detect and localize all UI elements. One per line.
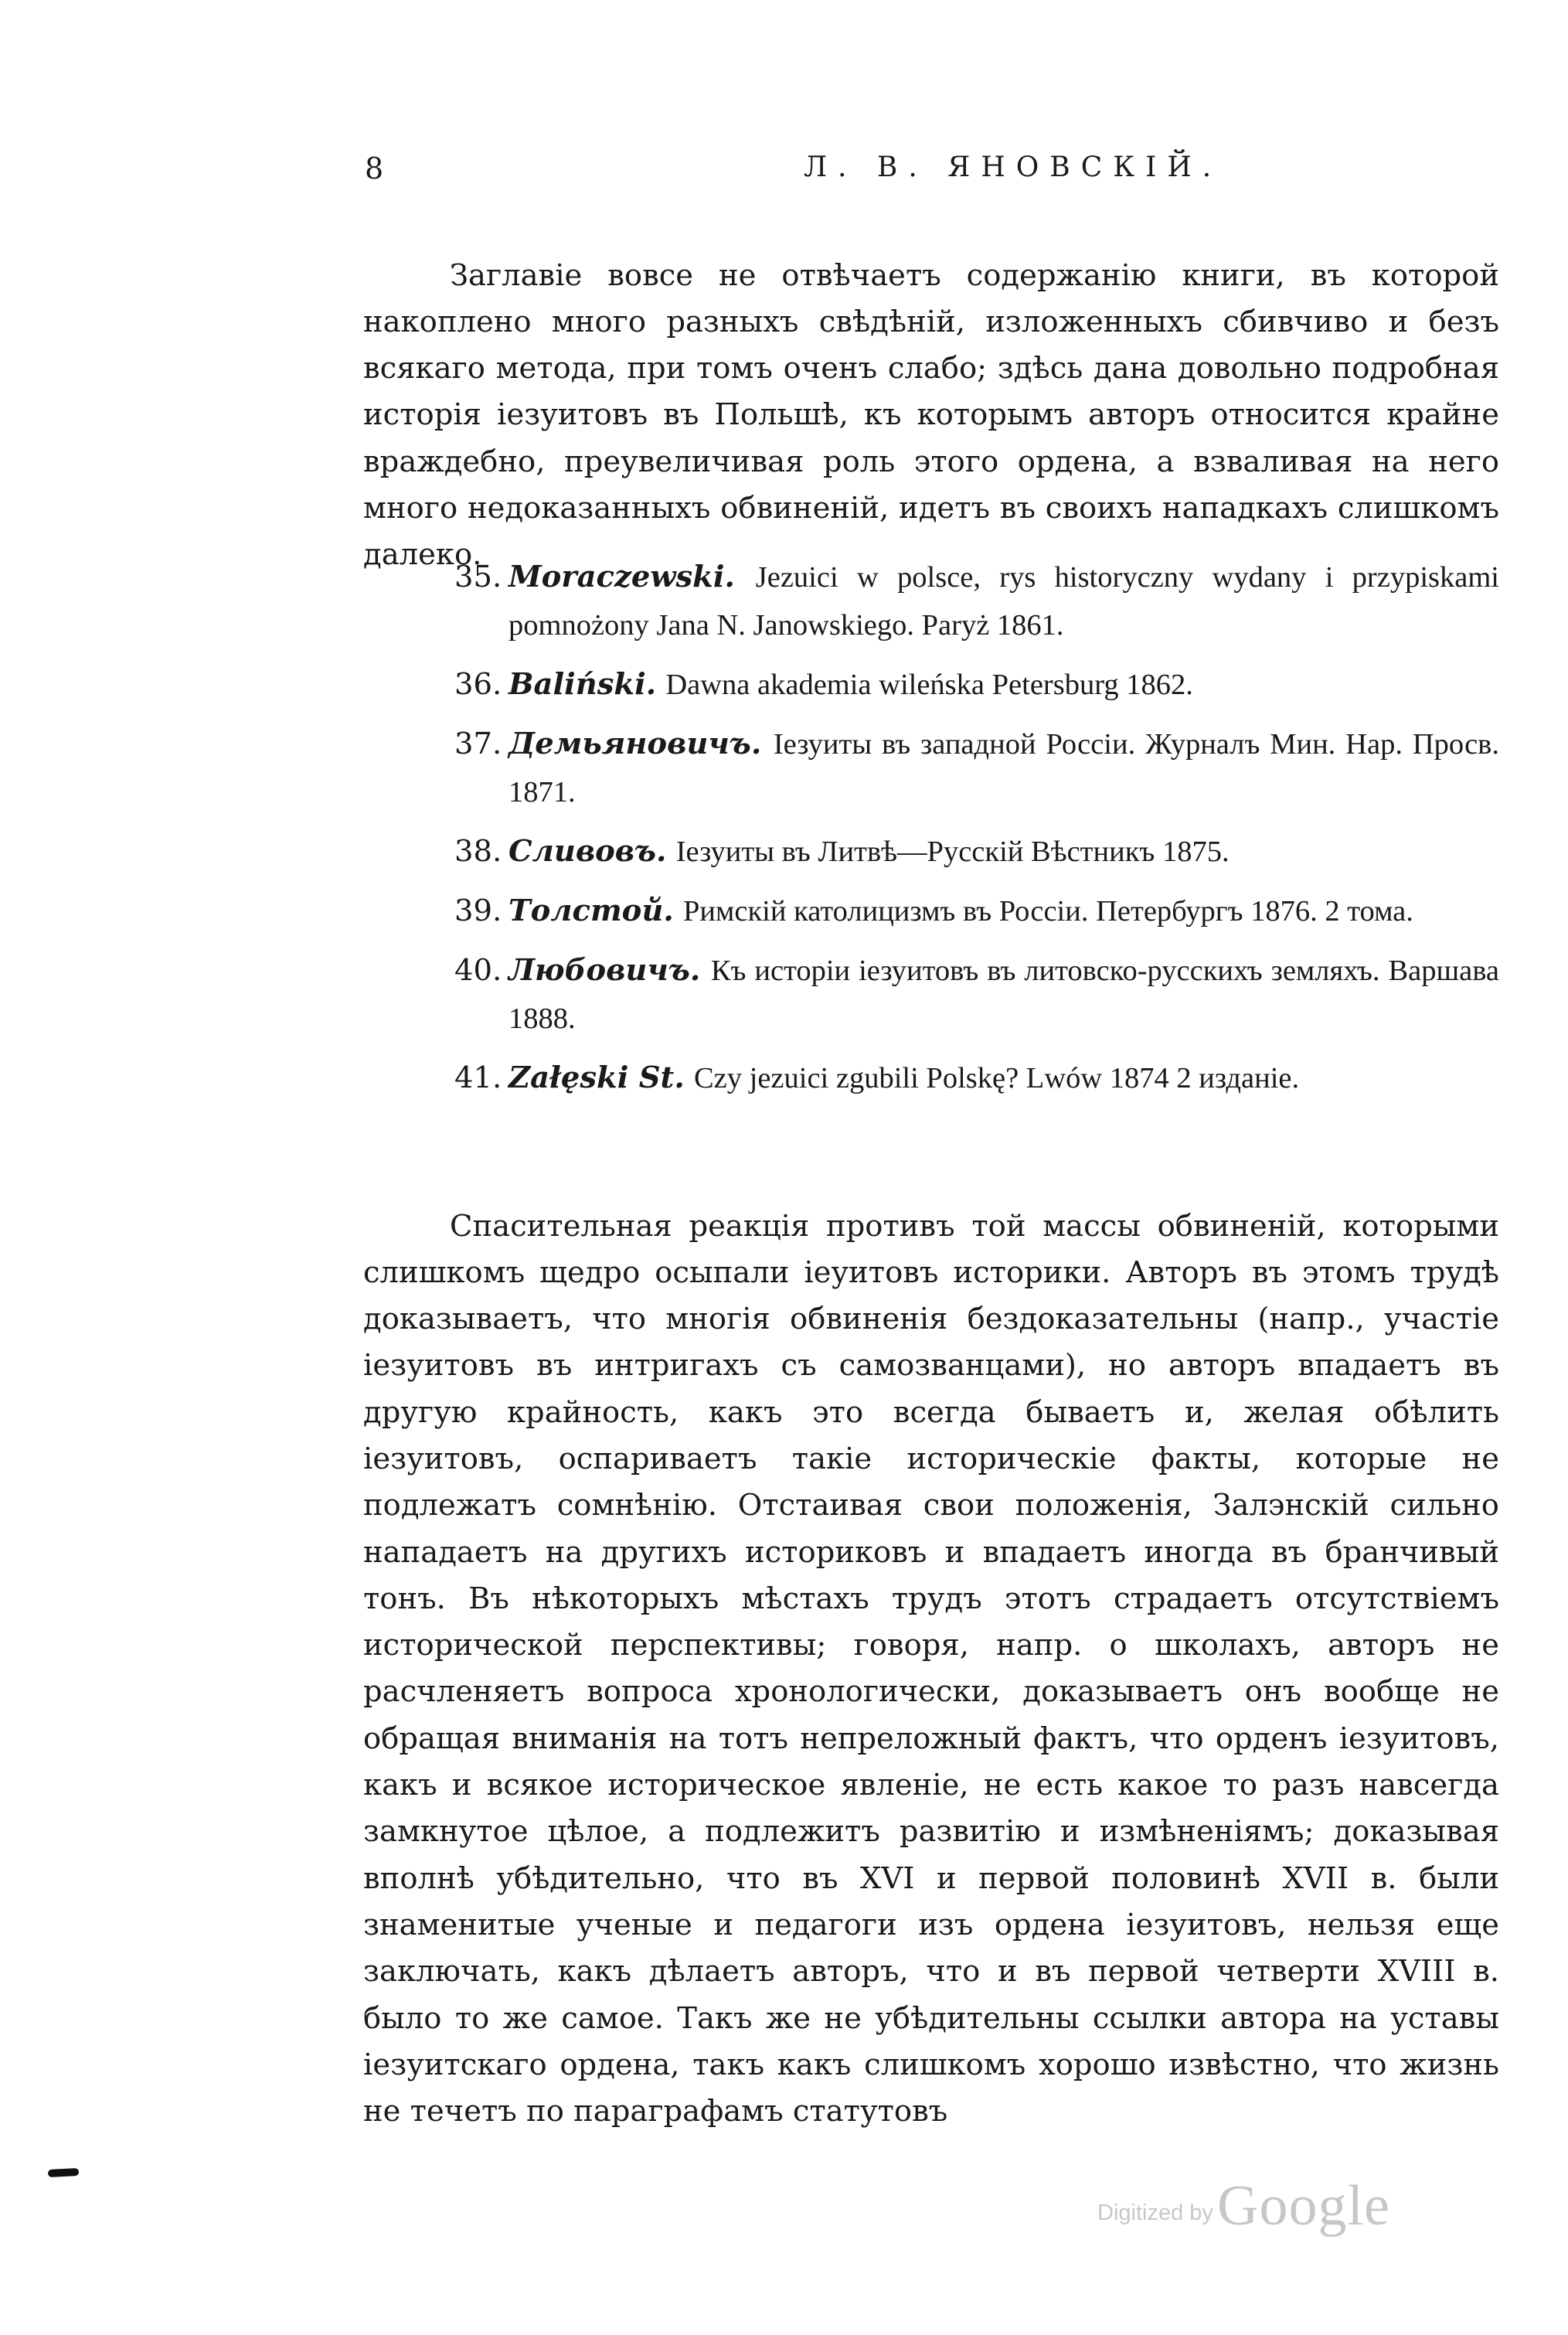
bibliography-entry-37 — [363, 720, 1499, 816]
entry-number: 37. — [454, 727, 502, 761]
paragraph-intro: Заглавіе вовсе не отвѣчаетъ содержанію книги, въ которой накоплено много разныхъ свѣдѣній, изложенныхъ сбивчиво и безъ всякаго метода, при томъ оченъ слабо; здѣсь дана довольно подробная исторія іезуитовъ въ Польшѣ, къ которымъ авторъ относится крайне враждебно, преувеличивая роль этого ордена, а взваливая на него много недоказанныхъ обвиненій, идетъ въ своихъ нападкахъ слишкомъ далеко. — [363, 257, 1499, 573]
entry-author: Демьяновичъ. — [508, 727, 762, 761]
entry-author: Любовичъ. — [508, 953, 701, 988]
entry-author: Baliński. — [508, 667, 657, 702]
bibliography-entry-38 — [363, 828, 1499, 876]
bibliography-entry-36 — [363, 661, 1499, 709]
ink-mark — [48, 2168, 79, 2177]
google-logo: Google — [1217, 2174, 1390, 2238]
bibliography-entry-35 — [363, 553, 1499, 649]
bibliography-list — [363, 553, 1499, 1114]
entry-number: 36. — [454, 667, 502, 702]
entry-text: Czy jezuici zgubili Polskę? Lwów 1874 2 изданіе. — [693, 1062, 1300, 1094]
entry-number: 41. — [454, 1060, 502, 1095]
paragraph-review: Спасительная реакція противъ той массы обвиненій, которыми слишкомъ щедро осыпали іеуитовъ историки. Авторъ въ этомъ трудѣ доказываетъ, что многія обвиненія бездоказательны (напр., участіе іезуитовъ въ интригахъ съ самозванцами), но авторъ впадаетъ въ другую крайность, какъ это всегда бываетъ и, желая обѣлить іезуитовъ, оспариваетъ такіе историческіе факты, которые не подлежатъ сомнѣнію. Отстаивая свои положенія, Залэнскій сильно нападаетъ на другихъ историковъ и впадаетъ иногда въ бранчивый тонъ. Въ нѣкоторыхъ мѣстахъ трудъ этотъ страдаетъ отсутствіемъ исторической перспективы; говоря, напр. о школахъ, авторъ не расчленяетъ вопроса хронологически, доказываетъ онъ вообще не обращая вниманія на тотъ непреложный фактъ, что орденъ іезуитовъ, какъ и всякое историческое явленіе, не есть какое то разъ навсегда замкнутое цѣлое, а подлежитъ развитію и измѣненіямъ; доказывая вполнѣ убѣдительно, что въ XVI и первой половинѣ XVII в. были знаменитые ученые и педагоги изъ ордена іезуитовъ, нельзя еще заключать, какъ дѣлаетъ авторъ, что и въ первой четверти XVIII в. было то же самое. Такъ же не убѣдительны ссылки автора на уставы іезуитскаго ордена, такъ какъ слишкомъ хорошо извѣстно, что жизнь не течетъ по параграфамъ статутовъ — [363, 1208, 1499, 2129]
digitized-watermark — [1097, 2173, 1390, 2239]
bibliography-entry-40 — [363, 947, 1499, 1043]
entry-number: 38. — [454, 834, 502, 869]
entry-text: Римскій католицизмъ въ Россіи. Петербургъ 1876. 2 тома. — [683, 895, 1413, 928]
bibliography-entry-41 — [363, 1054, 1499, 1102]
entry-author: Moraczewski. — [508, 560, 735, 594]
entry-text: Къ исторіи іезуитовъ въ литовско-русскихъ земляхъ. Варшава 1888. — [508, 955, 1499, 1035]
entry-author: Załęski St. — [508, 1060, 685, 1095]
entry-text: Jezuici w polsce, rys historyczny wydany i przypiskami pomnożony Jana N. Janowskiego. Paryż 1861. — [508, 561, 1499, 642]
entry-text: Іезуиты въ западной Россіи. Журналъ Мин. Нар. Просв. 1871. — [508, 728, 1499, 808]
entry-text: Dawna akademia wileńska Petersburg 1862. — [665, 669, 1193, 701]
entry-author: Толстой. — [508, 893, 674, 928]
running-title: Л. В. ЯНОВСКІЙ. — [804, 151, 1223, 183]
entry-number: 40. — [454, 953, 502, 988]
entry-number: 35. — [454, 560, 502, 594]
watermark-prefix: Digitized by — [1097, 2201, 1213, 2225]
bibliography-entry-39 — [363, 887, 1499, 935]
entry-number: 39. — [454, 893, 502, 928]
entry-author: Сливовъ. — [508, 834, 667, 869]
entry-text: Іезуиты въ Литвѣ—Русскій Вѣстникъ 1875. — [675, 836, 1230, 868]
page-number: 8 — [365, 151, 385, 186]
